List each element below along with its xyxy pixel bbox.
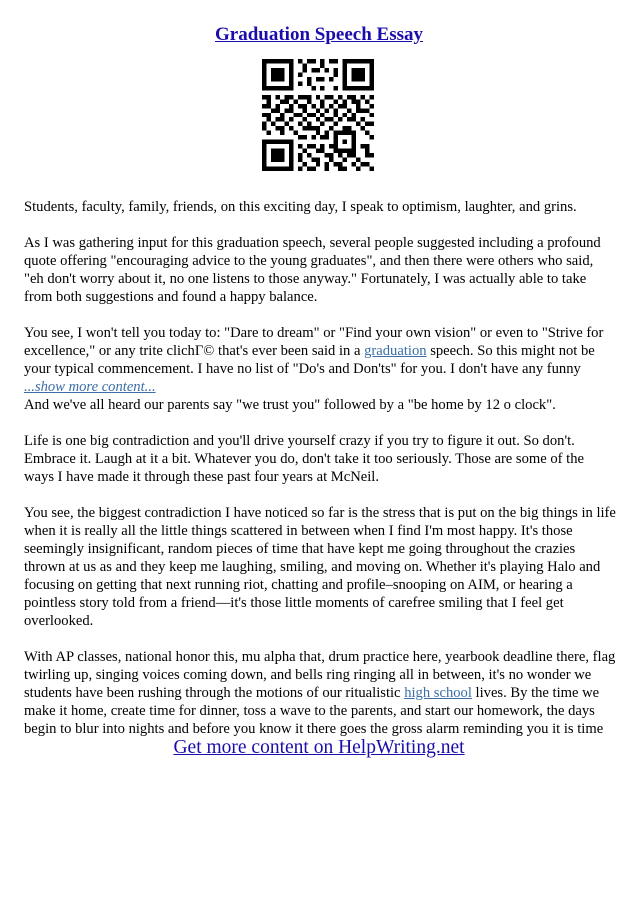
paragraph-3-continued: And we've all heard our parents say "we trust you" followed by a "be home by 12 o clock". xyxy=(24,397,556,413)
qr-code-icon xyxy=(262,59,374,171)
paragraph-3-text-end: speech. So this might not be your typical commencement. I have no list of "Do's and Don'ts" for you. I don't have any funny xyxy=(24,343,595,377)
helpwriting-footer-link[interactable]: Get more content on HelpWriting.net xyxy=(173,737,465,758)
paragraph-6-text-start: With AP classes, national honor this, mu alpha that, drum practice here, yearbook deadline there, flag twirling up, singing voices coming down, and bells ring ringing all in between, it's no wonder we students have been rushing through the motions of our ritualistic xyxy=(24,649,616,701)
document-title-link[interactable]: Graduation Speech Essay xyxy=(215,24,423,45)
show-more-paragraph xyxy=(24,378,616,396)
high-school-link[interactable]: high school xyxy=(404,685,472,701)
show-more-content-link[interactable]: ...show more content... xyxy=(24,379,156,395)
paragraph-5: You see, the biggest contradiction I have noticed so far is the stress that is put on the big things in life when it is really all the little things scattered in between when I find I'm most happy. It's those seemingly insignificant, random pieces of time that have kept me going throughout the crazies thrown at us as and they keep me laughing, smiling, and moving on. Whether it's playing Halo and focusing on getting that next running riot, chatting and profile–snooping on AIM, or hearing a pointless story told from a friend—it's those little moments of carefree smiling that I feel get overlooked. xyxy=(24,505,616,629)
graduation-link[interactable]: graduation xyxy=(364,343,427,359)
paragraph-3-text-start: You see, I won't tell you today to: "Dare to dream" or "Find your own vision" or even to "Strive for excellence," or any trite clichΓ© that's ever been said in a xyxy=(24,325,604,359)
paragraph-6 xyxy=(24,648,616,738)
paragraph-4: Life is one big contradiction and you'll drive yourself crazy if you try to figure it out. So don't. Embrace it. Laugh at it a bit. Whatever you do, don't take it too seriously. Those are some of the ways I have made it through these past four years at McNeil. xyxy=(24,433,585,485)
paragraph-6-text-end: lives. By the time we make it home, create time for dinner, toss a wave to the parents, and start our homework, the days begin to blur into nights and before you know it there goes the gross alarm reminding you it is time xyxy=(24,685,604,737)
paragraph-1: Students, faculty, family, friends, on this exciting day, I speak to optimism, laughter, and grins. xyxy=(24,199,577,215)
paragraph-3 xyxy=(24,324,616,378)
essay-body xyxy=(24,198,616,756)
paragraph-2: As I was gathering input for this graduation speech, several people suggested including a profound quote offering "encouraging advice to the young graduates", and then there were others who said, "eh don't worry about it, no one listens to those anyway." Fortunately, I was actually able to take from both suggestions and found a happy balance. xyxy=(24,235,601,305)
